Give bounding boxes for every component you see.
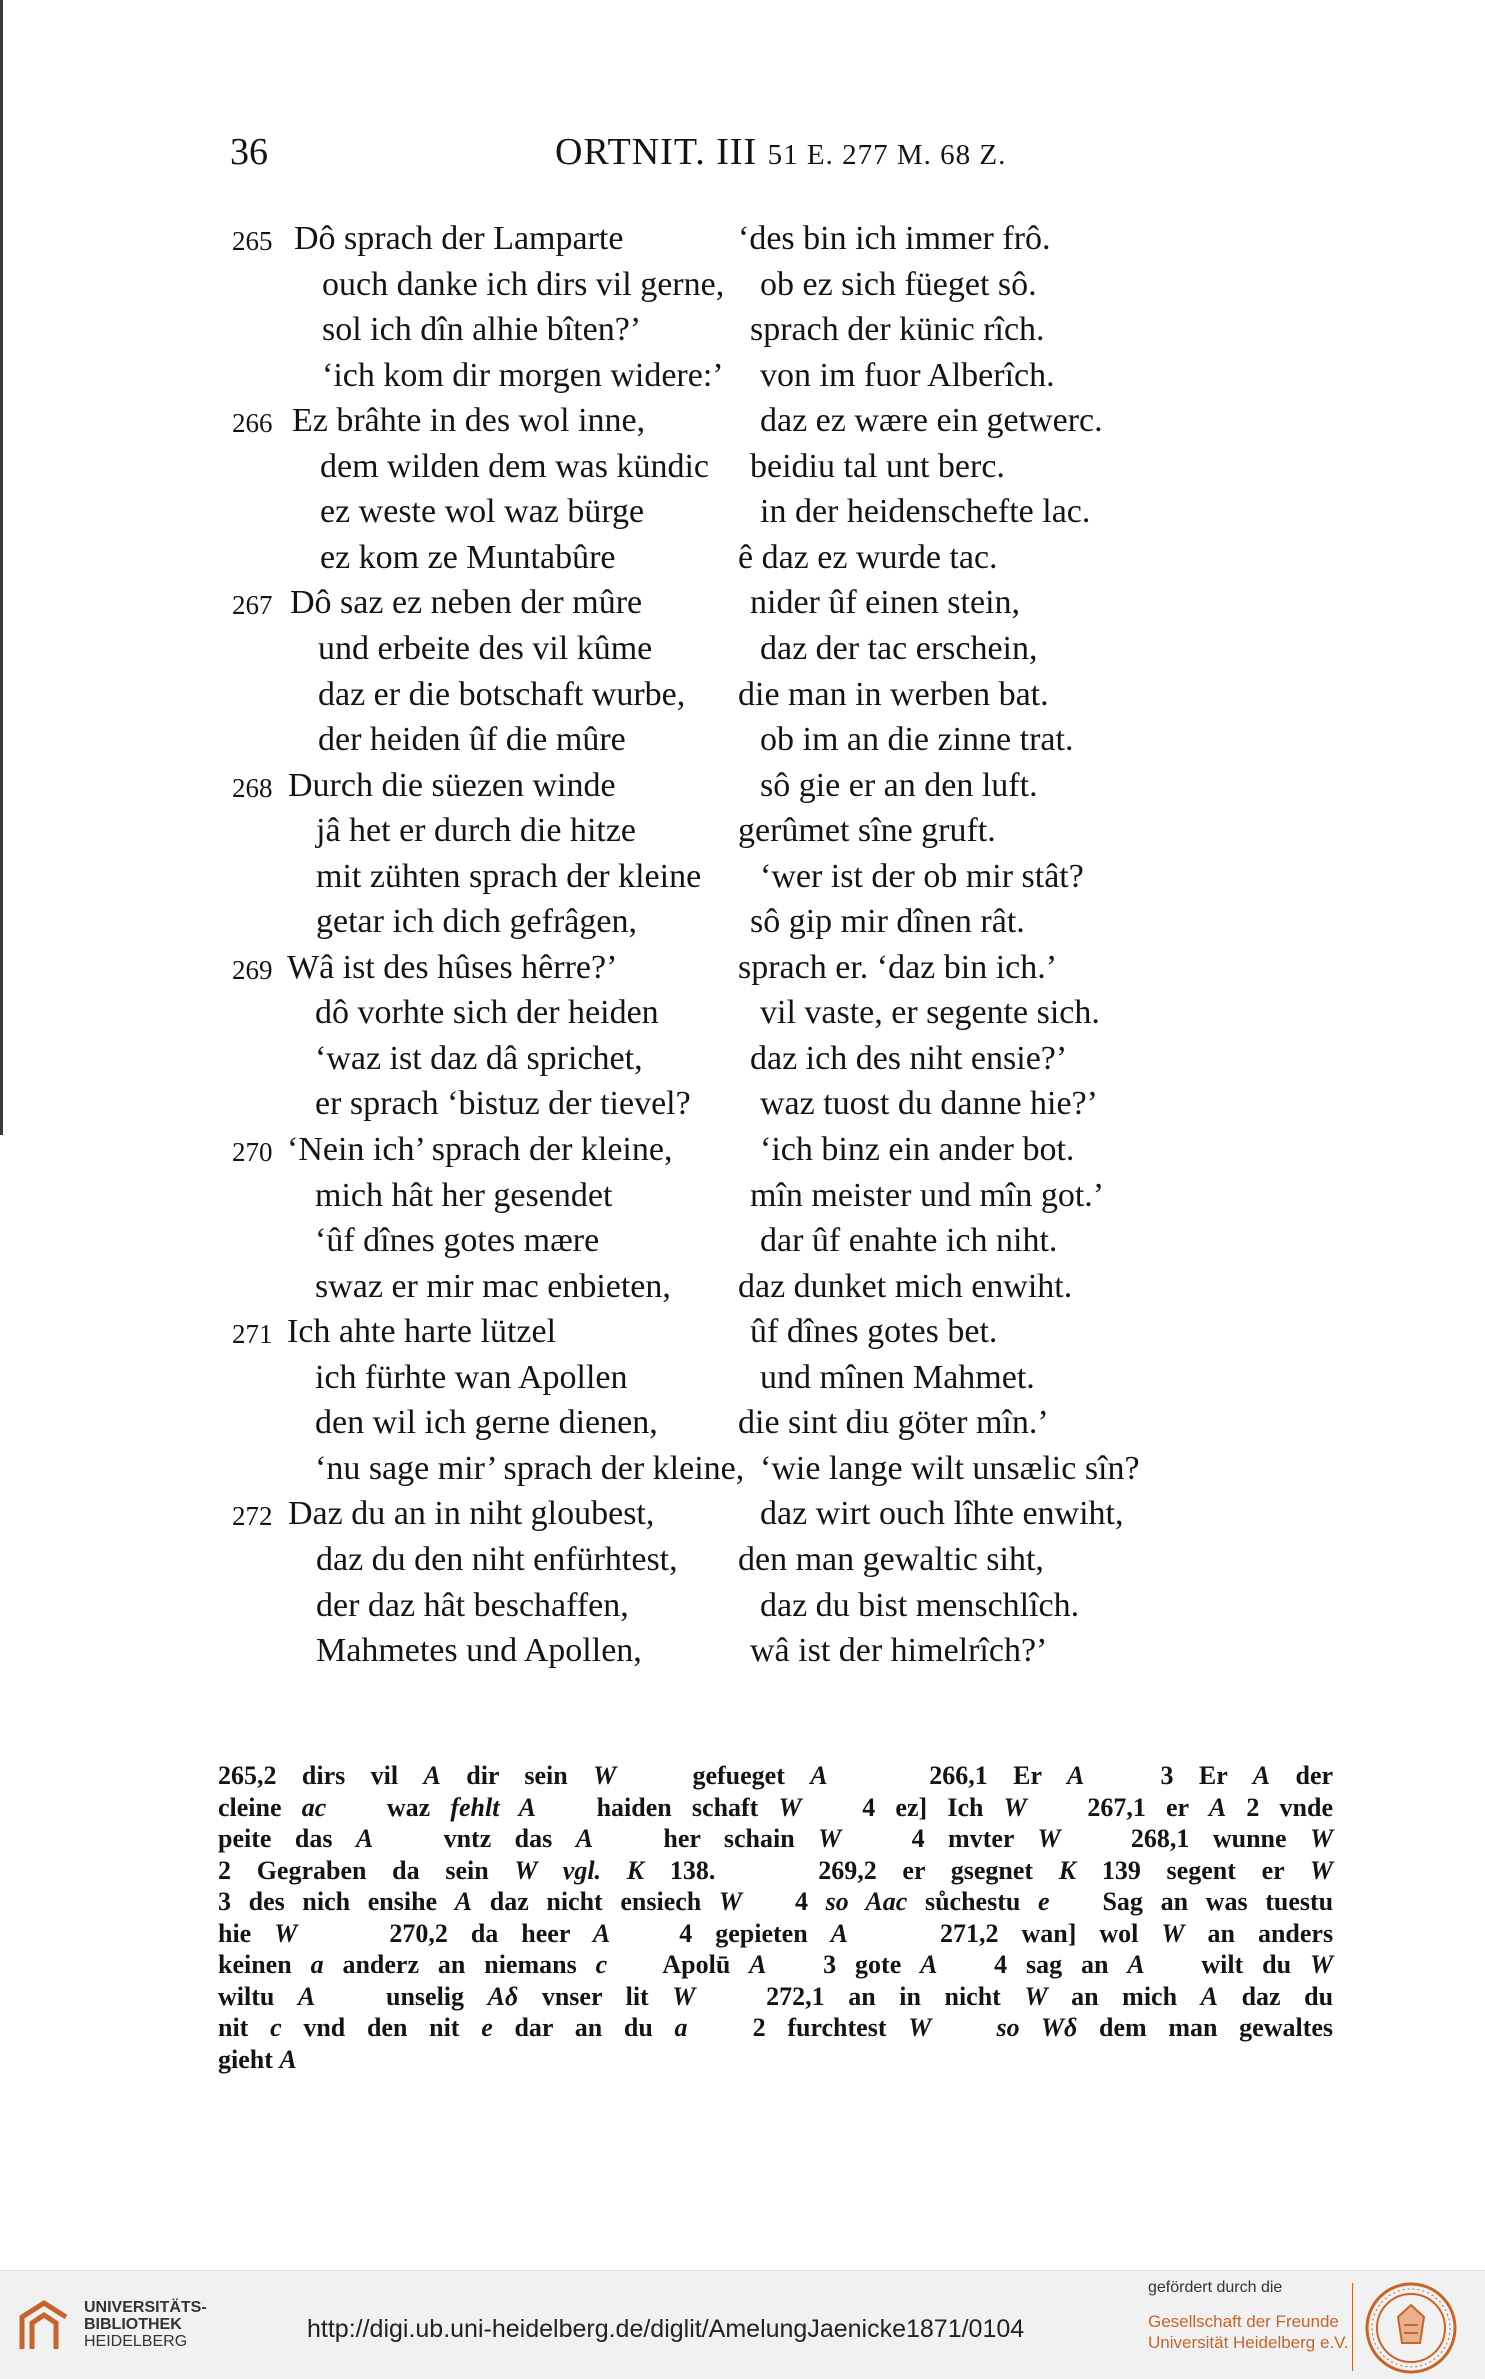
second-half-line: wâ ist der himelrîch?’ [750,1632,1048,1670]
critical-apparatus [218,1760,1333,2075]
second-half-line: in der heidenschefte lac. [760,493,1091,531]
first-half-line: den wil ich gerne dienen, [315,1404,658,1442]
second-half-line: daz der tac erschein, [760,629,1038,667]
first-half-line: dem wilden dem was kündic [320,447,710,485]
second-half-line: ‘wer ist der ob mir stât? [760,857,1084,895]
verse-line [0,1085,1485,1130]
first-half-line: Wâ ist des hûses hêrre?’ [287,948,618,986]
first-half-line: mich hât her gesendet [315,1176,613,1214]
first-half-line: ouch danke ich dirs vil gerne, [322,265,725,303]
second-half-line: daz wirt ouch lîhte enwiht, [760,1495,1124,1533]
verse-line [0,1587,1485,1632]
edition-refs: 51 E. 277 M. 68 Z. [767,139,1007,171]
second-half-line: gerûmet sîne gruft. [738,812,996,850]
apparatus-line: peite das A vntz das A her schain W 4 mvter W 268,1 wunne W [218,1824,1334,1853]
verse-line [0,858,1485,903]
verse-line [0,1359,1485,1404]
verse-line [0,903,1485,948]
second-half-line: sprach der künic rîch. [750,311,1045,349]
verse-line [0,767,1485,812]
verse-line [0,676,1485,721]
verse-line [0,630,1485,675]
verse-line [0,539,1485,584]
apparatus-line: keinen a anderz an niemans c Apolū A 3 gote A 4 sag an A wilt du W [218,1950,1334,1979]
verse-line [0,584,1485,629]
verse-line [0,812,1485,857]
second-half-line: und mînen Mahmet. [760,1358,1035,1396]
running-header [230,130,1050,180]
first-half-line: der daz hât beschaffen, [316,1586,629,1624]
second-half-line: den man gewaltic siht, [738,1540,1044,1578]
first-half-line: daz er die botschaft wurbe, [318,675,686,713]
second-half-line: ê daz ez wurde tac. [738,538,998,576]
second-half-line: sô gip mir dînen rât. [750,903,1025,941]
stanza-number: 272 [232,1501,273,1532]
first-half-line: Dô saz ez neben der mûre [290,584,643,622]
first-half-line: und erbeite des vil kûme [318,629,653,667]
running-title: ORTNIT. III 51 E. 277 M. 68 Z. [555,131,1007,173]
apparatus-line: 2 Gegraben da sein W vgl. K 138. 269,2 er gsegnet K 139 segent er W [218,1855,1334,1885]
second-half-line: ‘wie lange wilt unsælic sîn? [760,1449,1140,1487]
first-half-line: getar ich dich gefrâgen, [316,903,637,941]
verse-line [0,1404,1485,1449]
second-half-line: nider ûf einen stein, [750,584,1021,622]
verse-line [0,311,1485,356]
library-logo-icon [14,2297,74,2357]
second-half-line: ûf dînes gotes bet. [750,1313,998,1351]
first-half-line: ‘ûf dînes gotes mære [315,1222,600,1260]
stanza-number: 268 [232,772,273,803]
first-half-line: swaz er mir mac enbieten, [315,1267,671,1305]
first-half-line: jâ het er durch die hitze [316,812,637,850]
apparatus-line: nit c vnd den nit e dar an du a 2 furchtest W so Wδ dem man gewaltes [218,2013,1334,2042]
apparatus-line: hie W 270,2 da heer A 4 gepieten A 271,2 wan] wol W an anders [218,1918,1334,1948]
first-half-line: er sprach ‘bistuz der tievel? [315,1085,691,1123]
first-half-line: ez weste wol waz bürge [320,493,645,531]
second-half-line: daz du bist menschlîch. [760,1586,1080,1624]
second-half-line: dar ûf enahte ich niht. [760,1222,1058,1260]
stanza-number: 265 [232,226,273,256]
verse-line [0,994,1485,1039]
first-half-line: Durch die süezen winde [288,766,616,804]
first-half-line: mit zühten sprach der kleine [316,857,702,895]
page-number: 36 [230,131,268,173]
apparatus-line: gieht A [218,2044,297,2074]
second-half-line: beidiu tal unt berc. [750,447,1005,485]
source-url-link[interactable]: http://digi.ub.uni-heidelberg.de/diglit/AmelungJaenicke1871/0104 [307,2315,1025,2343]
first-half-line: Mahmetes und Apollen, [316,1632,642,1670]
second-half-line: ob ez sich füeget sô. [760,265,1037,303]
second-half-line: sô gie er an den luft. [760,766,1038,804]
verse-line [0,1222,1485,1267]
second-half-line: die sint diu göter mîn.’ [738,1404,1049,1442]
verse-line [0,1541,1485,1586]
second-half-line: sprach er. ‘daz bin ich.’ [738,948,1058,986]
first-half-line: dô vorhte sich der heiden [315,994,659,1032]
second-half-line: vil vaste, er segente sich. [760,994,1100,1032]
stanza-number: 267 [232,590,273,621]
digitization-footer [0,2270,1485,2379]
second-half-line: daz dunket mich enwiht. [738,1267,1073,1305]
first-half-line: Daz du an in niht gloubest, [288,1495,655,1533]
verse-line [0,1632,1485,1677]
library-name: UNIVERSITÄTS- BIBLIOTHEK HEIDELBERG [84,2299,207,2350]
stanza-number: 270 [232,1137,273,1167]
second-half-line: waz tuost du danne hie?’ [760,1085,1098,1123]
apparatus-line: cleine ac waz fehlt A haiden schaft W 4 ez] Ich W 267,1 er A 2 vnde [218,1792,1334,1822]
second-half-line: daz ez wære ein getwerc. [760,402,1103,440]
first-half-line: ‘nu sage mir’ sprach der kleine, [315,1449,745,1487]
verse-line [0,721,1485,766]
stanza-number: 266 [232,408,273,439]
verse-line [0,402,1485,447]
footer-divider [1352,2283,1353,2371]
verse-line [0,448,1485,493]
verse-line [0,1131,1485,1176]
second-half-line: ob im an die zinne trat. [760,721,1074,759]
verse-line [0,1040,1485,1085]
verse-line [0,493,1485,538]
second-half-line: ‘des bin ich immer frô. [738,220,1051,257]
first-half-line: Ez brâhte in des wol inne, [292,402,646,440]
first-half-line: sol ich dîn alhie bîten?’ [322,311,642,349]
verse-line [0,1268,1485,1313]
verse-line [0,266,1485,311]
sponsor-intro: gefördert durch die [1148,2279,1283,2296]
verse-line [0,1313,1485,1358]
first-half-line: ich fürhte wan Apollen [315,1358,628,1396]
verse-line [0,220,1485,265]
first-half-line: ‘Nein ich’ sprach der kleine, [287,1131,673,1168]
stanza-number: 269 [232,954,273,985]
stanza-number: 271 [232,1319,273,1350]
first-half-line: Dô sprach der Lamparte [294,220,624,257]
apparatus-line: 265,2 dirs vil A dir sein W gefueget A 266,1 Er A 3 Er A der [218,1761,1334,1790]
first-half-line: der heiden ûf die mûre [318,721,626,759]
first-half-line: ‘ich kom dir morgen widere:’ [322,356,724,394]
verse-line [0,1177,1485,1222]
first-half-line: Ich ahte harte lützel [287,1313,557,1351]
verse-line [0,1495,1485,1540]
second-half-line: von im fuor Alberîch. [760,356,1055,394]
second-half-line: mîn meister und mîn got.’ [750,1176,1105,1214]
first-half-line: ‘waz ist daz dâ sprichet, [315,1039,643,1077]
apparatus-line: 3 des nich ensihe A daz nicht ensiech W 4 so Aac sůchestu e Sag an was tuestu [218,1887,1334,1916]
verse-line [0,357,1485,402]
first-half-line: ez kom ze Muntabûre [320,538,616,576]
apparatus-line: wiltu A unselig Aδ vnser lit W 272,1 an in nicht W an mich A daz du [218,1981,1334,2011]
sponsor-name: Gesellschaft der Freunde Universität Heidelberg e.V. [1148,2312,1349,2352]
second-half-line: daz ich des niht ensie?’ [750,1039,1068,1077]
second-half-line: die man in werben bat. [738,675,1049,713]
second-half-line: ‘ich binz ein ander bot. [760,1131,1075,1168]
first-half-line: daz du den niht enfürhtest, [316,1540,678,1578]
university-seal-icon [1364,2281,1458,2375]
verse-line [0,949,1485,994]
verse-line [0,1450,1485,1495]
